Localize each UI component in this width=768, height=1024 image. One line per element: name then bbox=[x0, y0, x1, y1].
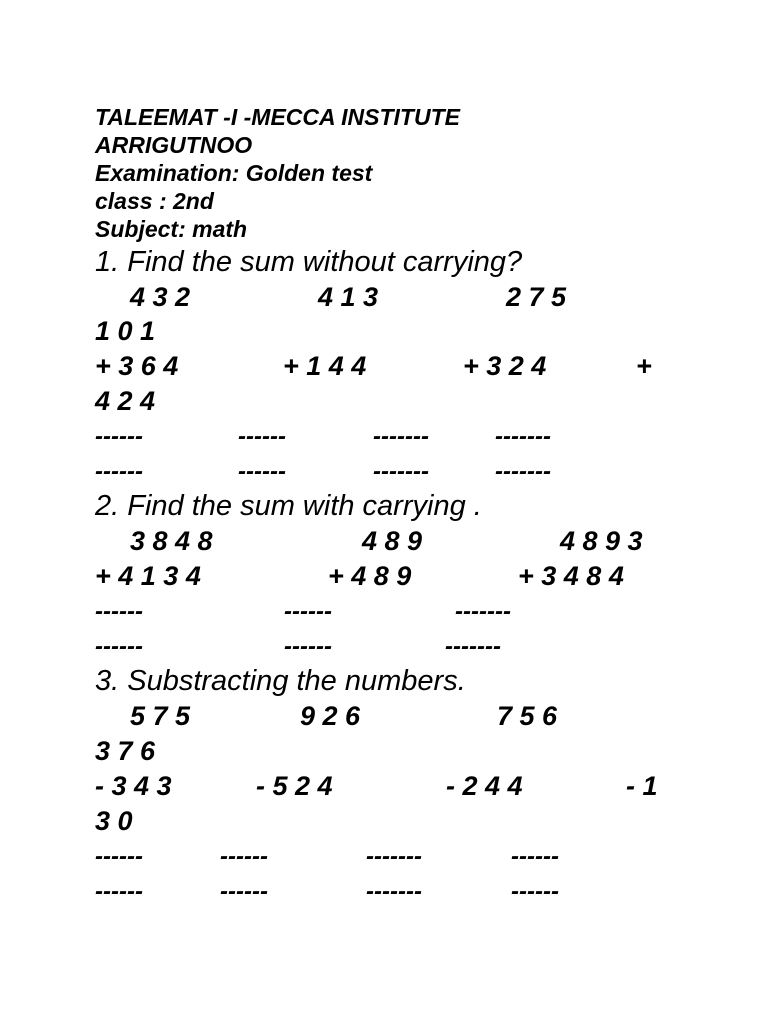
q1-addend: 4 2 4 bbox=[95, 386, 156, 416]
q1-top-number: 1 0 1 bbox=[95, 316, 156, 346]
question-1-title: 1. Find the sum without carrying? bbox=[95, 246, 523, 278]
q2-answer-line bbox=[0, 630, 768, 664]
class-line: class : 2nd bbox=[95, 188, 214, 214]
answer-dashes: ------ bbox=[284, 633, 332, 660]
q1-answer-line bbox=[0, 455, 768, 489]
q3-top-number: 9 2 6 bbox=[300, 701, 361, 731]
q3-subtrahend: - 2 4 4 bbox=[446, 771, 523, 801]
q3-answer-line bbox=[0, 875, 768, 909]
q1-add-row bbox=[0, 349, 768, 383]
q2-top-number: 4 8 9 3 bbox=[560, 526, 643, 556]
q1-top-row bbox=[0, 280, 768, 314]
q3-top-number: 5 7 5 bbox=[130, 701, 191, 731]
answer-dashes: ------ bbox=[220, 878, 268, 905]
q2-top-number: 4 8 9 bbox=[362, 526, 423, 556]
q1-addend: + 3 2 4 bbox=[463, 351, 547, 381]
q2-add-row bbox=[0, 559, 768, 593]
answer-dashes: ------ bbox=[511, 843, 559, 870]
q3-subtrahend: - 5 2 4 bbox=[256, 771, 333, 801]
q3-top-wrap-row bbox=[0, 734, 768, 768]
answer-dashes: ------ bbox=[95, 598, 143, 625]
q3-subtrahend: - 3 4 3 bbox=[95, 771, 172, 801]
q3-answer-line bbox=[0, 840, 768, 874]
q3-subtrahend: - 1 bbox=[626, 771, 658, 801]
institute-title: TALEEMAT -I -MECCA INSTITUTE bbox=[95, 104, 460, 130]
subject-line: Subject: math bbox=[95, 216, 248, 242]
q1-add-wrap-row bbox=[0, 384, 768, 418]
q3-subtrahend: 3 0 bbox=[95, 806, 133, 836]
q1-answer-line bbox=[0, 420, 768, 454]
answer-dashes: ------ bbox=[284, 598, 332, 625]
answer-dashes: ------ bbox=[95, 458, 143, 485]
q1-top-wrap-row bbox=[0, 314, 768, 348]
q1-addend: + 3 6 4 bbox=[95, 351, 179, 381]
q2-answer-line bbox=[0, 595, 768, 629]
q2-addend: + 3 4 8 4 bbox=[518, 561, 624, 591]
answer-dashes: ------- bbox=[366, 843, 422, 870]
q1-top-number: 2 7 5 bbox=[506, 282, 567, 312]
question-2-title: 2. Find the sum with carrying . bbox=[95, 490, 482, 522]
q3-top-row bbox=[0, 699, 768, 733]
answer-dashes: ------- bbox=[373, 458, 429, 485]
q1-addend: + bbox=[636, 351, 652, 381]
q1-addend: + 1 4 4 bbox=[283, 351, 367, 381]
answer-dashes: ------ bbox=[95, 878, 143, 905]
answer-dashes: ------ bbox=[238, 423, 286, 450]
q3-top-number: 7 5 6 bbox=[497, 701, 558, 731]
q2-addend: + 4 1 3 4 bbox=[95, 561, 201, 591]
q3-top-number: 3 7 6 bbox=[95, 736, 156, 766]
answer-dashes: ------ bbox=[95, 633, 143, 660]
q2-top-row bbox=[0, 524, 768, 558]
answer-dashes: ------- bbox=[373, 423, 429, 450]
q3-sub-wrap-row bbox=[0, 804, 768, 838]
answer-dashes: ------- bbox=[495, 458, 551, 485]
examination-line: Examination: Golden test bbox=[95, 160, 373, 186]
answer-dashes: ------- bbox=[455, 598, 511, 625]
q1-top-number: 4 1 3 bbox=[318, 282, 379, 312]
question-3-title: 3. Substracting the numbers. bbox=[95, 665, 466, 697]
q3-sub-row bbox=[0, 769, 768, 803]
answer-dashes: ------ bbox=[511, 878, 559, 905]
answer-dashes: ------- bbox=[495, 423, 551, 450]
q2-top-number: 3 8 4 8 bbox=[130, 526, 213, 556]
answer-dashes: ------ bbox=[238, 458, 286, 485]
answer-dashes: ------ bbox=[95, 843, 143, 870]
answer-dashes: ------ bbox=[220, 843, 268, 870]
answer-dashes: ------- bbox=[445, 633, 501, 660]
answer-dashes: ------- bbox=[366, 878, 422, 905]
institute-subtitle: ARRIGUTNOO bbox=[95, 132, 253, 158]
q2-addend: + 4 8 9 bbox=[328, 561, 412, 591]
answer-dashes: ------ bbox=[95, 423, 143, 450]
q1-top-number: 4 3 2 bbox=[130, 282, 191, 312]
